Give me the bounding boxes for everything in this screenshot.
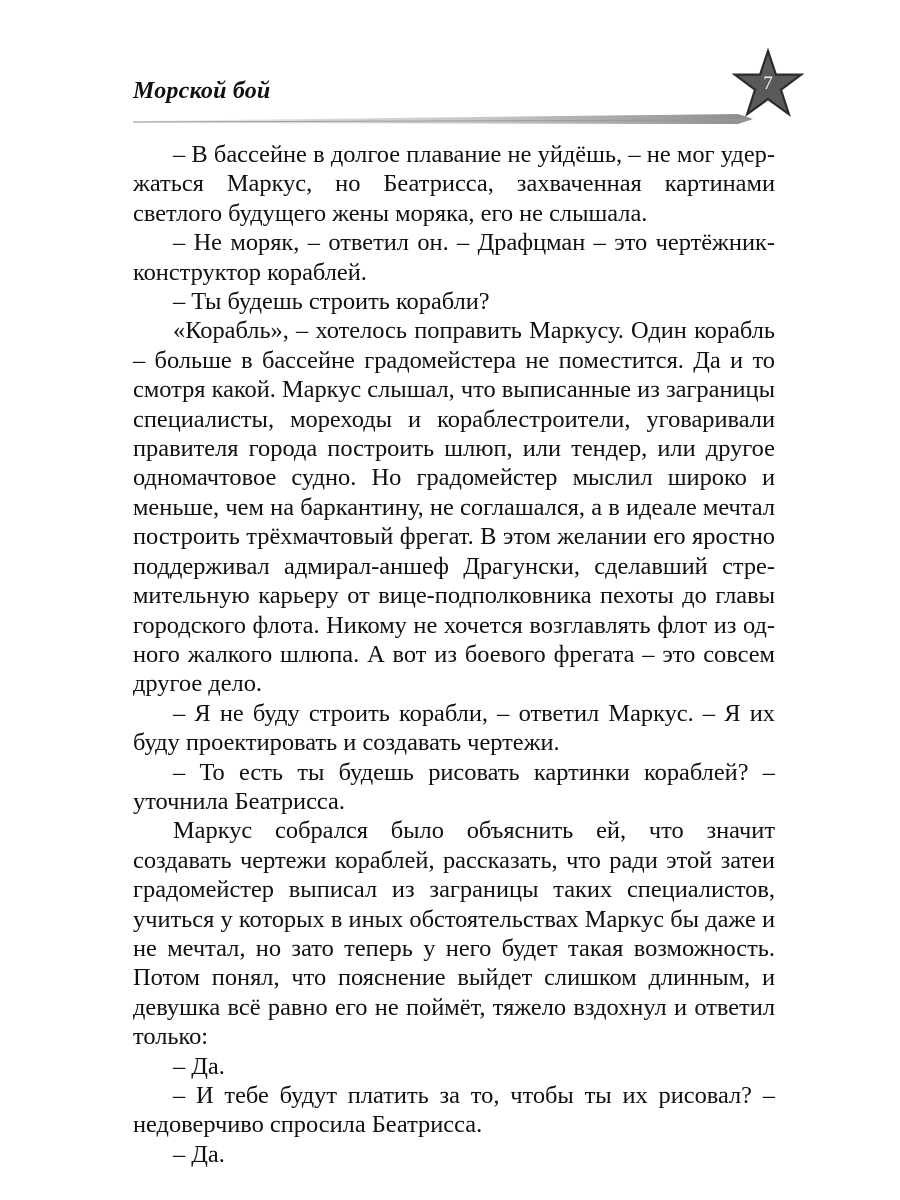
paragraph: – В бассейне в долгое плавание не уйдёшь, – не мог удержаться Маркус, но Беатрисса, захваченная картинами светлого будущего жены моряка, его не слышала. (133, 141, 775, 227)
page-number: 7 (763, 73, 773, 94)
paragraph: – Не моряк, – ответил он. – Драфцман – это чертёжник-конструктор кораблей. (133, 229, 775, 286)
paragraph: – И тебе будут платить за то, чтобы ты их рисовал? – недоверчиво спросила Беатрисса. (133, 1082, 775, 1139)
body-text (133, 140, 775, 1169)
paragraph: Маркус собрался было объяснить ей, что значит создавать чертежи кораблей, рассказать, что ради этой затеи градомейстер выписал из заграницы таких специалистов, учиться у которых в иных обстоятельствах Маркус бы даже и не мечтал, но зато теперь у него будет такая возможность. Потом понял, что пояснение выйдет слишком длинным, и девушка всё равно его не поймёт, тяжело вздохнул и ответил только: (133, 817, 775, 1051)
running-head-title: Морской бой (133, 78, 271, 104)
header-rule (133, 112, 753, 126)
paragraph: – Да. (173, 1052, 225, 1080)
paragraph: – То есть ты будешь рисовать картинки кораблей? – уточнила Беатрисса. (133, 758, 775, 815)
paragraph: – Ты будешь строить корабли? (173, 288, 490, 316)
paragraph: – Да. (173, 1140, 225, 1168)
paragraph: «Корабль», – хотелось поправить Маркусу. Один корабль – больше в бассейне градомейстера не поместится. Да и то смотря какой. Маркус слышал, что выписанные из заграницы специалисты, мореходы и кораблестроители, уговаривали правителя города построить шлюп, или тендер, или другое одномачтовое судно. Но градомейстер мыслил широко и меньше, чем на баркантину, не соглашался, а в идеале мечтал построить трёхмачтовый фрегат. В этом желании его яростно поддерживал адмирал-аншеф Драгунски, сделавший стремительную карьеру от вице-подполковника пехоты до главы городского флота. Никому не хочется возглавлять флот из одного жалкого шлюпа. А вот из боевого фрегата – это совсем другое дело. (133, 317, 775, 698)
paragraph: – Я не буду строить корабли, – ответил Маркус. – Я их буду проектировать и создавать чертежи. (133, 699, 775, 757)
